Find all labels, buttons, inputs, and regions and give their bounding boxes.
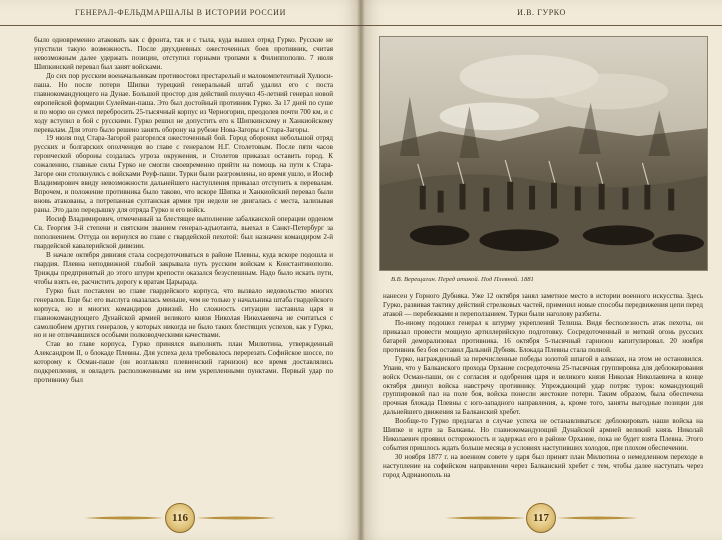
paragraph: 30 ноября 1877 г. на военном совете у царя был принят план Милютина о немедленном переходе в наступление на софийском направлении через Балканский хребет с тем, чтобы далее наступать через город Адрианополь на [383, 453, 703, 480]
paragraph: Вообще-то Гурко предлагал в случае успеха не останавливаться: деблокировать наши войска на Шипке и идти за Балканы. Но главнокомандующий Дунайской армией великий князь Николай Николаевич проявил осторожность и задержал его в районе Орхание, пока не будет взята Плевна. Этого события пришлось ждать больше месяца в условиях наступивших холодов, при плохом обеспечении. [383, 417, 703, 453]
paragraph: По-иному подошел генерал к штурму укреплений Телиша. Видя бесполезность атак пехоты, он приказал провести мощную артиллерийскую подготовку. Сосредоточенный и меткий огонь русских батарей деморализовал противника. 16 октября 5-тысячный гарнизон капитулировал. 20 ноября противник без боя оставил Дальний Дубняк. Блокада Плевны стала полной. [383, 318, 703, 354]
battle-painting [380, 37, 707, 270]
page-number-ornament [162, 500, 198, 536]
paragraph: 19 июля под Стара-Загорой разгорелся ожесточенный бой. Город оборонял небольшой отряд русских и болгарских ополченцев во главе с генералом Н.Г. Столетовым. После пяти часов героической обороны создалась угроза окружения, и Столетов приказал оставить город. К сожалению, главные силы Гурко не смогли своевременно прийти на помощь на пути к Стара-Загоре они столкнулись с войсками Реуф-паши. Турки были разгромлены, но время ушло, и Иосиф Владимирович ввиду невозможности дальнейшего наступления приказал отступить к перевалам. Впрочем, и положение противника было таково, что вскоре Шипка и Ханкиойский перевал были вновь атакованы, а потрепанная султанская армия три недели не двигалась с места, зализывая раны. Это дало передышку для отряда Гурко и его войск. [34, 134, 333, 215]
running-header: ГЕНЕРАЛ-ФЕЛЬДМАРШАЛЫ В ИСТОРИИ РОССИИ [0, 0, 361, 26]
paragraph: Став во главе корпуса, Гурко принялся выполнять план Милютина, утвержденный Александром II, о блокаде Плевны. Для успеха дела требовалось перерезать Софийское шоссе, по которому к Осман-паше (он возглавлял плевненский гарнизон) все время доставлялись подкрепления, и овладеть расположенными на нем укрепленными пунктами. Первый удар по противнику был [34, 340, 333, 385]
right-page [361, 0, 722, 540]
body-text [34, 36, 333, 385]
figure-caption: В.В. Верещагин. Перед атакой. Под Плевной. 1881 [391, 276, 534, 283]
paragraph: было одновременно атаковать как с фронта, так и с тыла, куда вышел отряд Гурко. Русские не упустили такую возможность. После двухдневных ожесточенных боев противник, считая невозможным далее удержать позиции, отступил горными тропами к Филиппополю. 7 июля Шипкинский перевал был занят войсками. [34, 36, 333, 71]
body-text [383, 292, 703, 480]
running-header: И.В. ГУРКО [361, 0, 722, 26]
paragraph: Иосиф Владимирович, отмеченный за блестящее выполнение забалканской операции орденом Св. Георгия 3-й степени и святским званием генерал-адъютанта, выехал в Санкт-Петербург за пополнением. Оттуда он вернулся во главе с гвардейской пехотой: был назначен командиром 2-й гвардейской кавалерийской дивизии. [34, 215, 333, 250]
ornament-left-icon [445, 515, 525, 521]
page-number: 117 [526, 503, 556, 533]
paragraph: До сих пор русским военачальникам противостоял престарелый и малокомпетентный Хулюси-паша. Но после потери Шипки турецкий генеральный штаб удалил его с поста главнокомандующего на Дунае. Большой простор для действий получил 45-летний генерал новой европейской формации Сулейман-паша. Это был достойный противник Гурко. За 17 дней по суше и по морю он сумел перебросить 25-тысячный корпус из Черногории, преодолев почти 700 км, и с ходу вступил в бой с русскими. Гурко решил не допустить его к Шипкинскому и Ханкиойскому перевалам. Для этого было решено занять оборону на рубеже Нова-Загоры и Стара-Загоры. [34, 71, 333, 134]
ornament-left-icon [84, 515, 164, 521]
book-gutter [357, 0, 365, 540]
paragraph: Гурко был поставлен во главе гвардейского корпуса, что вызвало недовольство многих генералов. Еще бы: его выслуга оказалась меньше, чем не только у начальника штаба гвардейского корпуса, но и многих командиров дивизий. Но сложность ситуации заставила царя и главнокомандующего Дунайской армией великого князя Николая Николаевича не считаться с самолюбием других генералов, у которых никогда не было таких блестящих успехов, как у Гурко, но и не отличавшихся особыми полководческими качествами. [34, 286, 333, 340]
paragraph: нанесен у Горного Дубняка. Уже 12 октября занял заметное место в истории военного искусства. Здесь Гурко, развивая тактику действий стрелковых частей, применил новые способы передвижения цепи перед атакой — перебежками и переползанием. Турки были наголову разбиты. [383, 292, 703, 318]
ornament-right-icon [196, 515, 276, 521]
painting-illustration [379, 36, 708, 271]
page-number-ornament [523, 500, 559, 536]
ornament-right-icon [557, 515, 637, 521]
page-number: 116 [165, 503, 195, 533]
paragraph: В начале октября дивизия стала сосредоточиваться в районе Плевны, куда вскоре подошла и гвардия. Плевна неподвижной глыбой закрывала путь русским войскам к Константинополю. Трижды предпринятый до этого штурм крепости оказался безуспешным. Надо было искать пути, чтобы взять ее, расчистить дорогу к вратам Царырада. [34, 250, 333, 286]
paragraph: Гурко, награжденный за перечисленные победы золотой шпагой в алмазах, на этом не остановился. Упаив, что у Балканского прохода Орхание сосредоточена 25-тысячная группировка для деблокирования войск Осман-паши, он с согласия и одобрения царя и великого князя Николая Николаевича в конце октября двинул войска навстречу противнику. Упреждающий удар потряс турок: командующий группировкой пал на поле боя, войска понесли жестокие потери. Таким образом, была обеспечена прочная блокада Плевны с юго-западного направления, а, кроме того, заняты выгодные позиции для дальнейшего движения за Балканский хребет. [383, 354, 703, 417]
